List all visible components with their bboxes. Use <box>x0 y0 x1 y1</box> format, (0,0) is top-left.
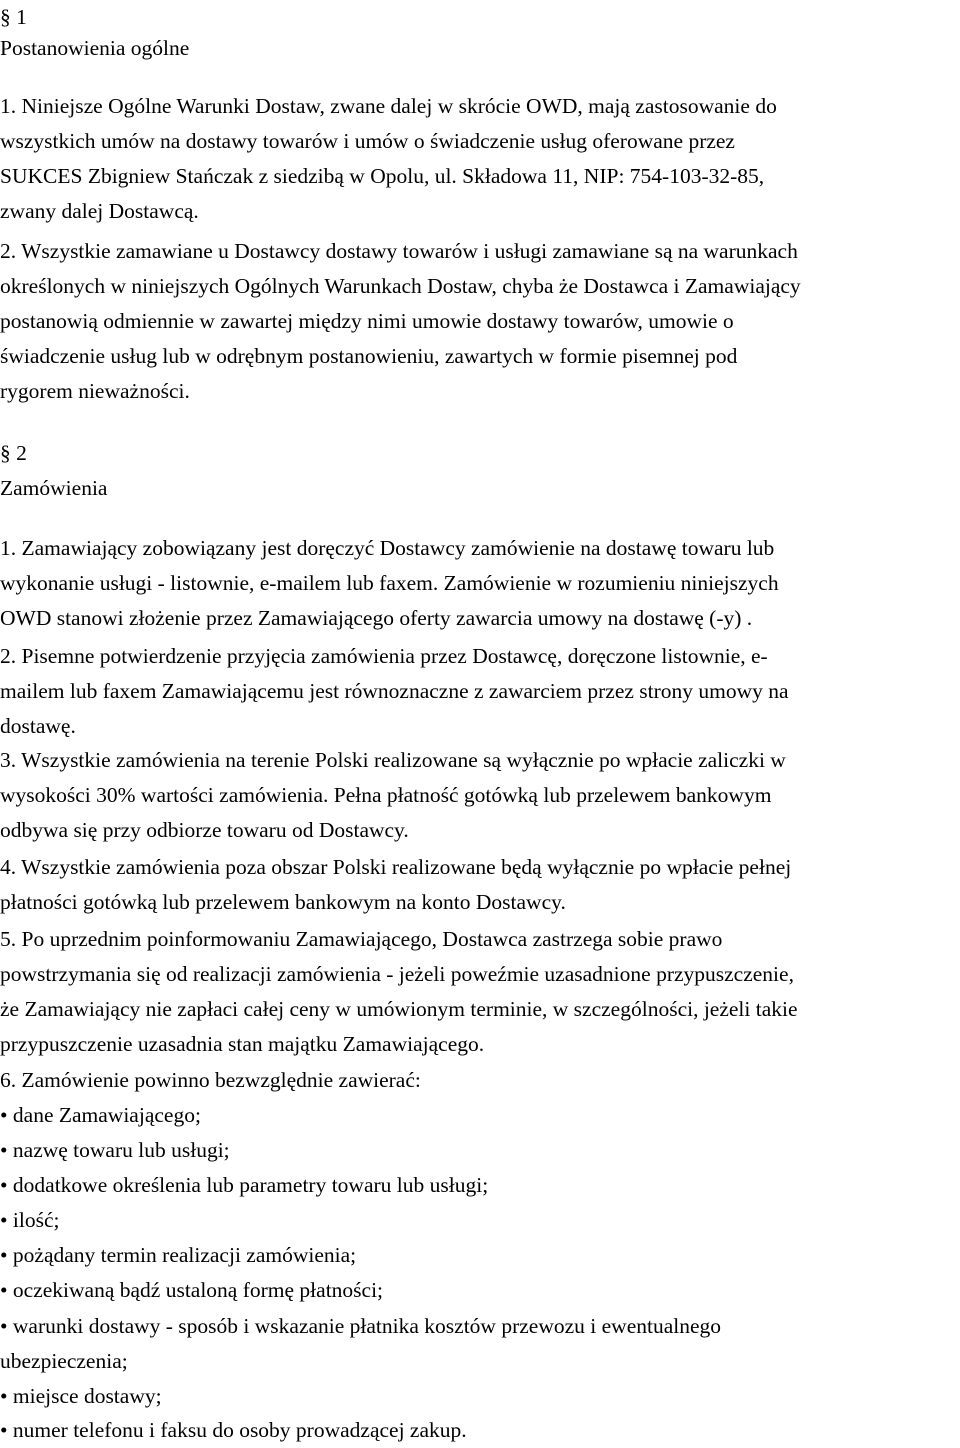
s1-p2-line-4: świadczenie usług lub w odrębnym postanowieniu, zawartych w formie pisemnej pod <box>0 344 738 368</box>
s2-p1-line-3: OWD stanowi złożenie przez Zamawiającego oferty zawarcia umowy na dostawę (-y) . <box>0 606 753 630</box>
s1-p2-line-5: rygorem nieważności. <box>0 379 190 403</box>
section-1-title: Postanowienia ogólne <box>0 36 190 60</box>
s2-p2-line-3: dostawę. <box>0 714 76 738</box>
s2-p5-line-2: powstrzymania się od realizacji zamówienia - jeżeli poweźmie uzasadnione przypuszczenie, <box>0 962 794 986</box>
s2-p5-line-1: 5. Po uprzednim poinformowaniu Zamawiającego, Dostawca zastrzega sobie prawo <box>0 927 723 951</box>
s2-p5-line-3: że Zamawiający nie zapłaci całej ceny w umówionym terminie, w szczególności, jeżeli takie <box>0 997 798 1021</box>
s2-p4-line-2: płatności gotówką lub przelewem bankowym na konto Dostawcy. <box>0 890 566 914</box>
s2-p6-line-1: 6. Zamówienie powinno bezwzględnie zawierać: <box>0 1068 421 1092</box>
requirement-list-item: • nazwę towaru lub usługi; <box>0 1138 230 1162</box>
s2-p2-line-1: 2. Pisemne potwierdzenie przyjęcia zamówienia przez Dostawcę, doręczone listownie, e- <box>0 644 768 668</box>
requirement-list-item: • oczekiwaną bądź ustaloną formę płatności; <box>0 1278 384 1302</box>
s2-p1-line-2: wykonanie usługi - listownie, e-mailem lub faxem. Zamówienie w rozumieniu niniejszych <box>0 571 779 595</box>
s2-p3-line-2: wysokości 30% wartości zamówienia. Pełna płatność gotówką lub przelewem bankowym <box>0 783 772 807</box>
s2-p3-line-3: odbywa się przy odbiorze towaru od Dostawcy. <box>0 818 409 842</box>
s2-p2-line-2: mailem lub faxem Zamawiającemu jest równoznaczne z zawarciem przez strony umowy na <box>0 679 789 703</box>
s2-p3-line-1: 3. Wszystkie zamówienia na terenie Polski realizowane są wyłącznie po wpłacie zaliczki w <box>0 748 786 772</box>
requirement-list-item: • numer telefonu i faksu do osoby prowadzącej zakup. <box>0 1418 467 1442</box>
requirement-list-item-continuation: ubezpieczenia; <box>0 1349 128 1373</box>
s1-p1-line-4: zwany dalej Dostawcą. <box>0 199 199 223</box>
s1-p2-line-3: postanowią odmiennie w zawartej między nimi umowie dostawy towarów, umowie o <box>0 309 734 333</box>
s2-p5-line-4: przypuszczenie uzasadnia stan majątku Zamawiającego. <box>0 1032 485 1056</box>
s2-p4-line-1: 4. Wszystkie zamówienia poza obszar Polski realizowane będą wyłącznie po wpłacie pełnej <box>0 855 792 879</box>
requirement-list-item: • pożądany termin realizacji zamówienia; <box>0 1243 357 1267</box>
s1-p1-line-2: wszystkich umów na dostawy towarów i umów o świadczenie usług oferowane przez <box>0 129 735 153</box>
section-1-mark: § 1 <box>0 5 27 29</box>
requirement-list-item: • miejsce dostawy; <box>0 1384 162 1408</box>
requirement-list-item: • warunki dostawy - sposób i wskazanie płatnika kosztów przewozu i ewentualnego <box>0 1314 722 1338</box>
s2-p1-line-1: 1. Zamawiający zobowiązany jest doręczyć Dostawcy zamówienie na dostawę towaru lub <box>0 536 775 560</box>
s1-p1-line-1: 1. Niniejsze Ogólne Warunki Dostaw, zwane dalej w skrócie OWD, mają zastosowanie do <box>0 94 777 118</box>
s1-p1-line-3: SUKCES Zbigniew Stańczak z siedzibą w Opolu, ul. Składowa 11, NIP: 754-103-32-85, <box>0 164 765 188</box>
section-2-title: Zamówienia <box>0 476 108 500</box>
section-2-mark: § 2 <box>0 441 27 465</box>
s1-p2-line-2: określonych w niniejszych Ogólnych Warunkach Dostaw, chyba że Dostawca i Zamawiający <box>0 274 801 298</box>
requirement-list-item: • dodatkowe określenia lub parametry towaru lub usługi; <box>0 1173 489 1197</box>
requirement-list-item: • dane Zamawiającego; <box>0 1103 201 1127</box>
requirement-list-item: • ilość; <box>0 1208 60 1232</box>
s1-p2-line-1: 2. Wszystkie zamawiane u Dostawcy dostawy towarów i usługi zamawiane są na warunkach <box>0 239 798 263</box>
